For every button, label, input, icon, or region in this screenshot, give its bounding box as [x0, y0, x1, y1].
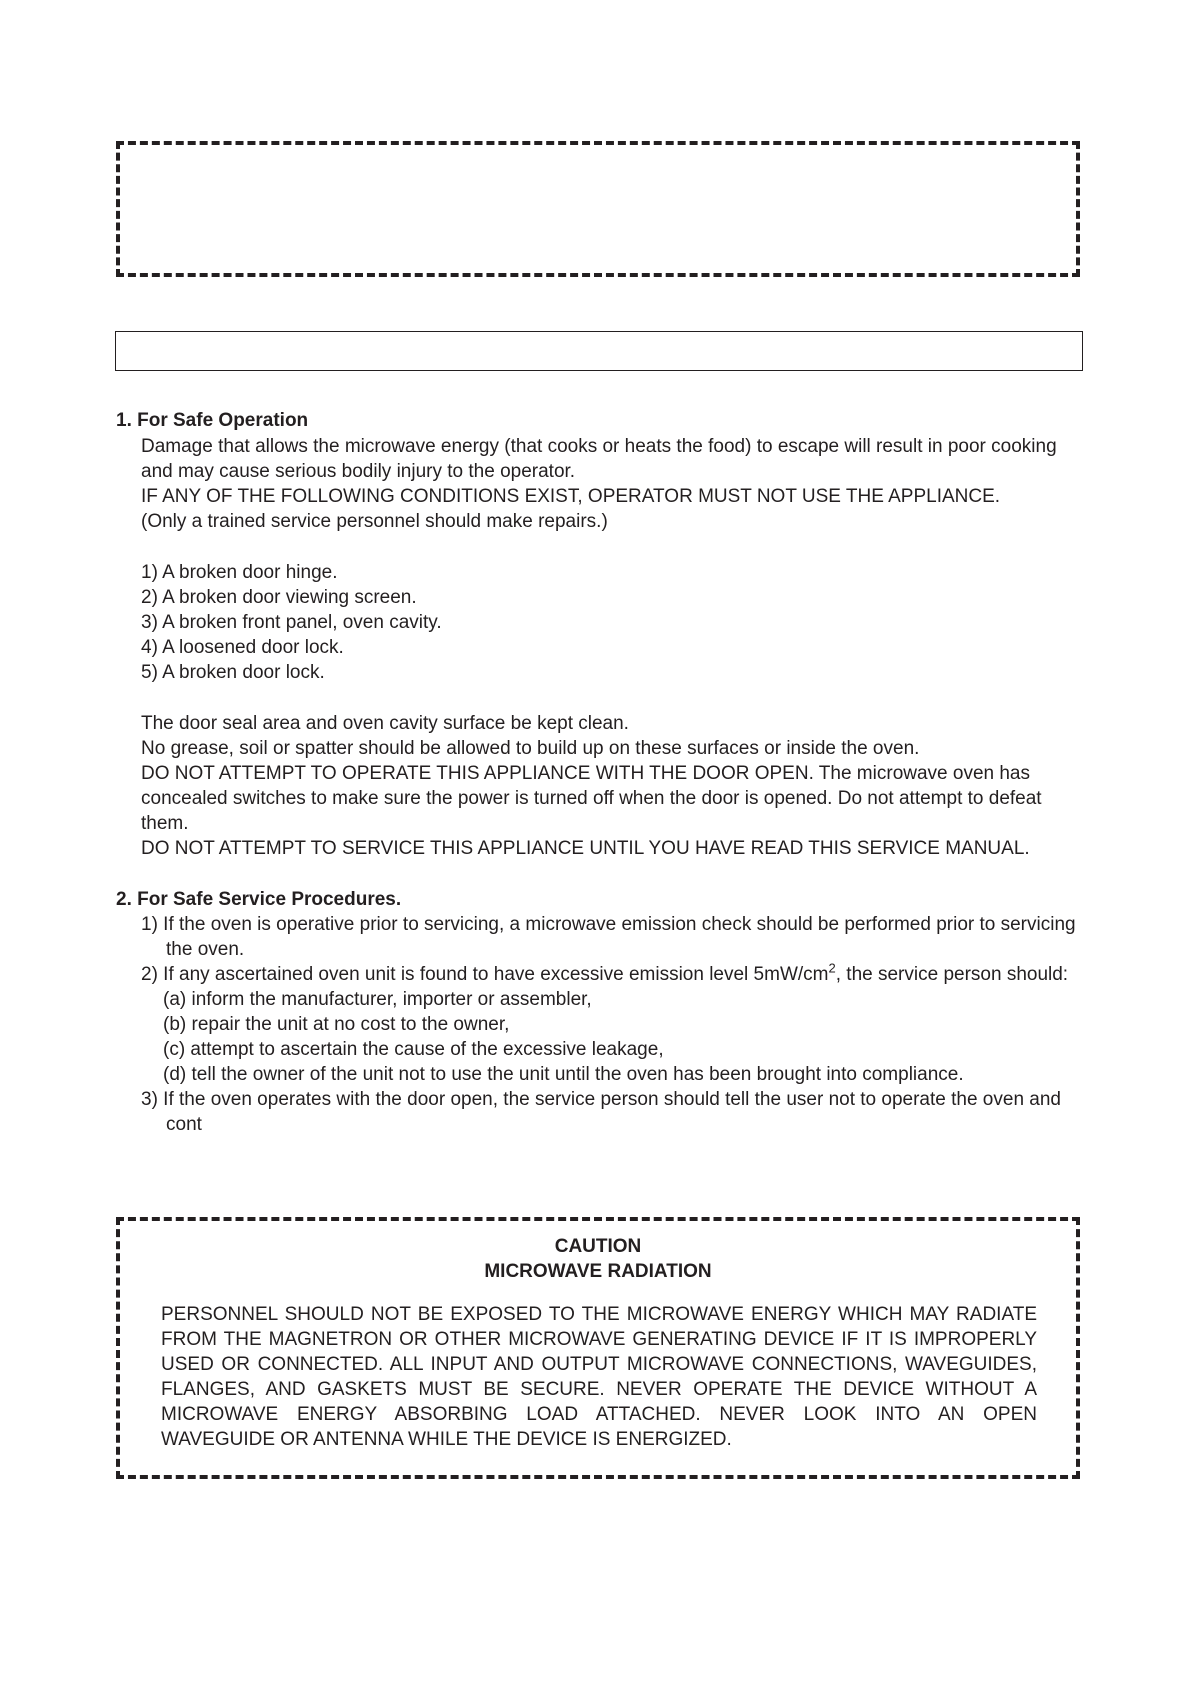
section1-note-line: DO NOT ATTEMPT TO SERVICE THIS APPLIANCE UNTIL YOU HAVE READ THIS SERVICE MANUAL. [141, 838, 1030, 859]
caution-body-line: USED OR CONNECTED. ALL INPUT AND OUTPUT MICROWAVE CONNECTIONS, WAVEGUIDES, [161, 1354, 1037, 1375]
caution-body-line: FLANGES, AND GASKETS MUST BE SECURE. NEVER OPERATE THE DEVICE WITHOUT A [161, 1379, 1037, 1400]
procedure-item-2-text: 2) If any ascertained oven unit is found to have excessive emission level 5mW/cm [141, 964, 829, 985]
section1-note-line: them. [141, 813, 189, 834]
procedure-item-3-continued: cont [166, 1114, 202, 1135]
section1-note-line: No grease, soil or spatter should be allowed to build up on these surfaces or inside the oven. [141, 738, 920, 759]
procedure-item-2-tail: , the service person should: [835, 964, 1069, 985]
section1-note-line: concealed switches to make sure the power is turned off when the door is opened. Do not attempt to defeat [141, 788, 1042, 809]
condition-item: 3) A broken front panel, oven cavity. [141, 612, 442, 633]
top-notice-box [116, 141, 1080, 277]
sub-item: (c) attempt to ascertain the cause of the excessive leakage, [163, 1039, 664, 1060]
caution-body-line: FROM THE MAGNETRON OR OTHER MICROWAVE GENERATING DEVICE IF IT IS IMPROPERLY [161, 1329, 1037, 1350]
procedure-item-1-continued: the oven. [166, 939, 245, 960]
procedure-item-2 [141, 962, 1068, 987]
superscript-exponent: 2 [828, 960, 836, 976]
caution-subtitle: MICROWAVE RADIATION [484, 1261, 712, 1282]
section1-paragraph-line: Damage that allows the microwave energy (that cooks or heats the food) to escape will result in poor cooking [141, 436, 1057, 457]
procedure-item-3: 3) If the oven operates with the door open, the service person should tell the user not to operate the oven and [141, 1089, 1061, 1110]
section1-note-line: The door seal area and oven cavity surface be kept clean. [141, 713, 629, 734]
section1-note-line: DO NOT ATTEMPT TO OPERATE THIS APPLIANCE WITH THE DOOR OPEN. The microwave oven has [141, 763, 1031, 784]
sub-item: (b) repair the unit at no cost to the owner, [163, 1014, 510, 1035]
condition-item: 4) A loosened door lock. [141, 637, 344, 658]
caution-body-line: WAVEGUIDE OR ANTENNA WHILE THE DEVICE IS ENERGIZED. [161, 1429, 732, 1450]
condition-item: 1) A broken door hinge. [141, 562, 338, 583]
section1-paragraph-line: IF ANY OF THE FOLLOWING CONDITIONS EXIST, OPERATOR MUST NOT USE THE APPLIANCE. [141, 486, 1001, 507]
section2-heading: 2. For Safe Service Procedures. [116, 889, 402, 910]
caution-title: CAUTION [554, 1236, 642, 1257]
section1-paragraph-line: and may cause serious bodily injury to the operator. [141, 461, 576, 482]
caution-body-line: PERSONNEL SHOULD NOT BE EXPOSED TO THE MICROWAVE ENERGY WHICH MAY RADIATE [161, 1304, 1037, 1325]
section1-heading: 1. For Safe Operation [116, 410, 309, 431]
title-box [115, 331, 1083, 371]
condition-item: 5) A broken door lock. [141, 662, 325, 683]
sub-item: (a) inform the manufacturer, importer or assembler, [163, 989, 592, 1010]
condition-item: 2) A broken door viewing screen. [141, 587, 417, 608]
sub-item: (d) tell the owner of the unit not to use the unit until the oven has been brought into compliance. [163, 1064, 964, 1085]
caution-body-line: MICROWAVE ENERGY ABSORBING LOAD ATTACHED. NEVER LOOK INTO AN OPEN [161, 1404, 1037, 1425]
procedure-item-1: 1) If the oven is operative prior to servicing, a microwave emission check should be performed prior to servicing [141, 914, 1076, 935]
section1-paragraph-line: (Only a trained service personnel should make repairs.) [141, 511, 608, 532]
